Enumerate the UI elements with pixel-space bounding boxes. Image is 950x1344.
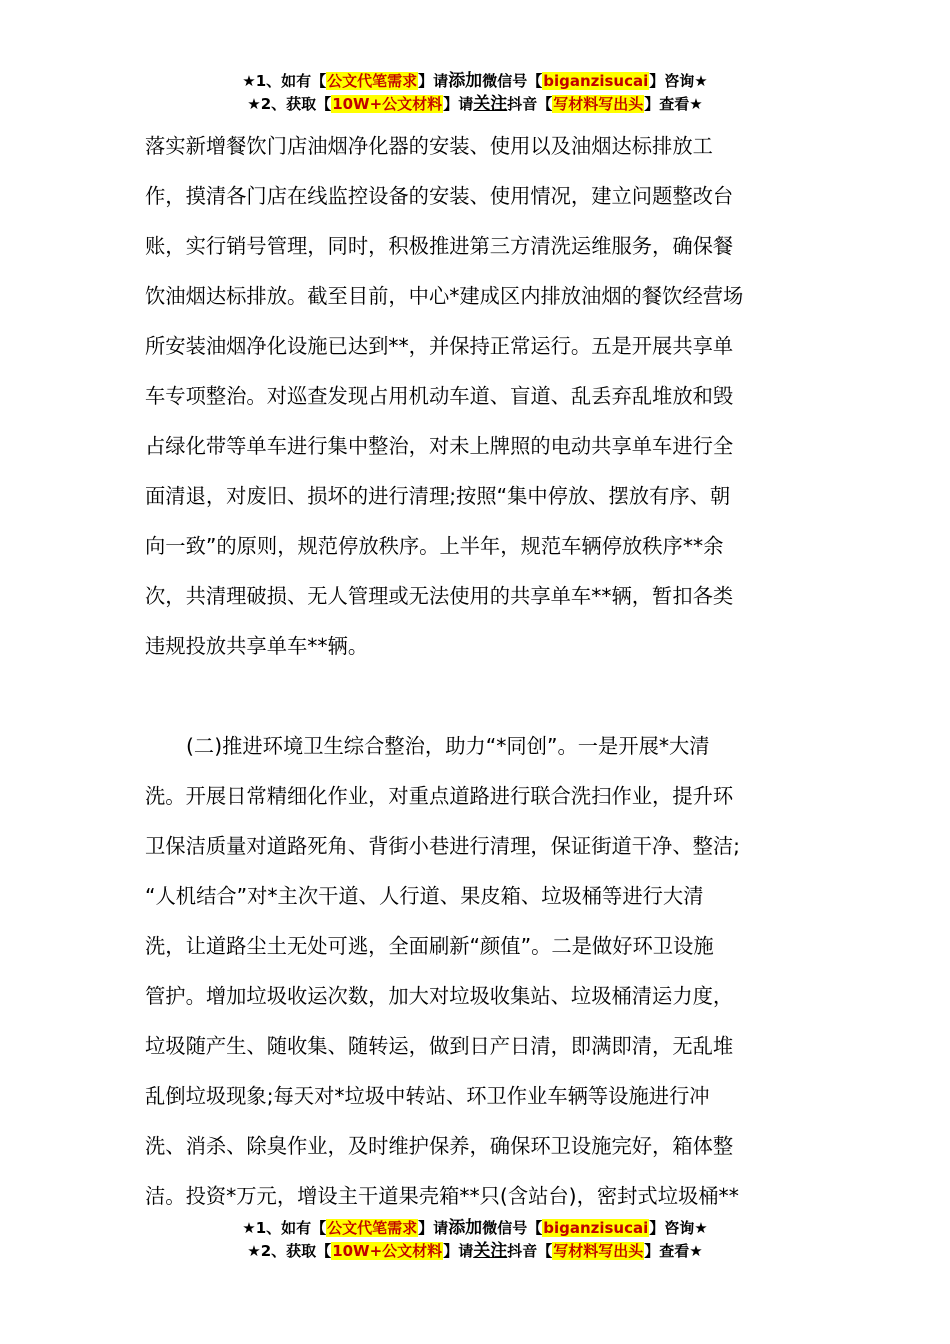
text-line: “人机结合”对*主次干道、人行道、果皮箱、垃圾桶等进行大清	[145, 884, 704, 908]
text-line: 次，共清理破损、无人管理或无法使用的共享单车**辆，暂扣各类	[145, 584, 734, 608]
highlight-materials: 10W+公文材料	[332, 95, 443, 113]
text-line: 面清退，对废旧、损坏的进行清理;按照“集中停放、摆放有序、朝	[145, 484, 731, 508]
text-line: 违规投放共享单车**辆。	[145, 634, 369, 658]
text-line: 洗。开展日常精细化作业，对重点道路进行联合洗扫作业，提升环	[145, 784, 734, 808]
text-line: 落实新增餐饮门店油烟净化器的安装、使用以及油烟达标排放工	[145, 134, 713, 158]
text-line: 乱倒垃圾现象;每天对*垃圾中转站、环卫作业车辆等设施进行冲	[145, 1084, 710, 1108]
paragraph-gap	[145, 671, 810, 721]
highlight-douyin: 写材料写出头	[553, 95, 644, 113]
banner-line-1: ★1、如有【公文代笔需求】请添加微信号【biganzisucai】咨询★	[242, 1218, 708, 1238]
highlight-service: 公文代笔需求	[327, 72, 418, 90]
highlight-service: 公文代笔需求	[327, 1219, 418, 1237]
text-line: 垃圾随产生、随收集、随转运，做到日产日清，即满即清，无乱堆	[145, 1034, 734, 1058]
document-body	[145, 121, 810, 1221]
text-line: 作，摸清各门店在线监控设备的安装、使用情况，建立问题整改台	[145, 184, 734, 208]
highlight-wechat-id: biganzisucai	[543, 1219, 649, 1237]
text-line: 账，实行销号管理，同时，积极推进第三方清洗运维服务，确保餐	[145, 234, 734, 258]
highlight-materials: 10W+公文材料	[332, 1242, 443, 1260]
header-banner	[0, 70, 950, 116]
text-line-indented: (二)推进环境卫生综合整治，助力“*同创”。一是开展*大清	[186, 734, 710, 758]
highlight-douyin: 写材料写出头	[553, 1242, 644, 1260]
text-line: 卫保洁质量对道路死角、背街小巷进行清理，保证街道干净、整洁;	[145, 834, 740, 858]
banner-line-1: ★1、如有【公文代笔需求】请添加微信号【biganzisucai】咨询★	[242, 71, 708, 91]
text-line: 洁。投资*万元，增设主干道果壳箱**只(含站台)，密封式垃圾桶**	[145, 1184, 739, 1208]
text-line: 洗，让道路尘土无处可逃，全面刷新“颜值”。二是做好环卫设施	[145, 934, 714, 958]
banner-line-2: ★2、获取【10W+公文材料】请关注抖音【写材料写出头】查看★	[247, 1241, 703, 1261]
banner-line-2: ★2、获取【10W+公文材料】请关注抖音【写材料写出头】查看★	[247, 94, 703, 114]
text-line: 洗、消杀、除臭作业，及时维护保养，确保环卫设施完好，箱体整	[145, 1134, 734, 1158]
text-line: 占绿化带等单车进行集中整治，对未上牌照的电动共享单车进行全	[145, 434, 734, 458]
text-line: 饮油烟达标排放。截至目前，中心*建成区内排放油烟的餐饮经营场	[145, 284, 744, 308]
text-line: 车专项整治。对巡查发现占用机动车道、盲道、乱丢弃乱堆放和毁	[145, 384, 734, 408]
text-line: 管护。增加垃圾收运次数，加大对垃圾收集站、垃圾桶清运力度，	[145, 984, 734, 1008]
text-line: 所安装油烟净化设施已达到**，并保持正常运行。五是开展共享单	[145, 334, 734, 358]
highlight-wechat-id: biganzisucai	[543, 72, 649, 90]
text-line: 向一致”的原则，规范停放秩序。上半年，规范车辆停放秩序**余	[145, 534, 724, 558]
footer-banner	[0, 1217, 950, 1263]
